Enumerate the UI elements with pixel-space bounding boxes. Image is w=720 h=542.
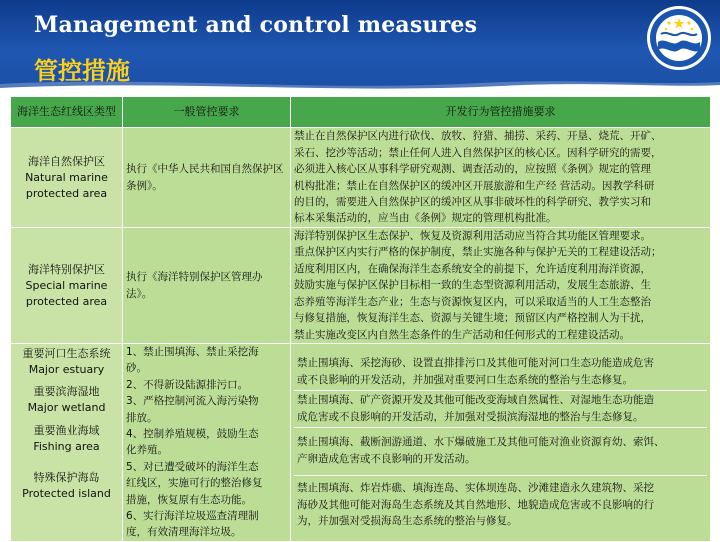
zone-type-fishing xyxy=(11,420,122,458)
development-measure-cell xyxy=(291,128,711,228)
measure-line: 禁止在自然保护区内进行砍伐、放牧、狩猎、捕捞、采药、开垦、烧荒、开矿、 xyxy=(294,130,662,143)
requirement-line: 5、对已遭受破坏的海洋生态 xyxy=(126,460,259,473)
requirement-line: 4、控制养殖规模，鼓励生态 xyxy=(126,428,259,441)
zone-type-zh: 特殊保护海岛 xyxy=(33,471,100,484)
requirement-line: 3、严格控制河流入海污染物 xyxy=(126,395,259,408)
requirement-line: 红线区，实施可行的整治修复 xyxy=(126,477,263,490)
requirement-line: 1、禁止围填海、禁止采挖海 xyxy=(126,346,259,358)
zone-type-cell xyxy=(11,228,123,344)
column-header-general-requirements: 一般管控要求 xyxy=(123,97,291,128)
zone-type-wetland xyxy=(11,380,122,420)
measure-wetland xyxy=(294,391,707,428)
measure-line: 必须进入核心区从事科学研究观测、调查活动的，应按照《条例》规定的管理 xyxy=(294,163,651,176)
measure-line: 成危害或不良影响的开发活动，并加强对受损滨海湿地的整治与生态修复。 xyxy=(297,410,644,423)
zone-type-en: Fishing area xyxy=(33,440,100,453)
zone-type-stack-cell xyxy=(11,344,123,542)
zone-type-en: Special marine xyxy=(25,278,108,292)
measure-estuary xyxy=(294,354,707,391)
requirement-line: 度，有效清理海洋垃圾。 xyxy=(126,526,242,539)
measure-line: 禁止围填海、炸岩炸礁、填海连岛、实体坝连岛、沙滩建造永久建筑物、采挖 xyxy=(297,482,654,495)
measure-line: 采石、挖沙等活动；禁止任何人进入自然保护区的核心区。因科学研究的需要， xyxy=(294,146,662,159)
zone-type-en: Protected island xyxy=(22,487,111,500)
measure-line: 禁止围填海、采挖海砂、设置直排排污口及其他可能对河口生态功能造成危害 xyxy=(297,357,654,370)
table-row-combined-zones xyxy=(11,344,711,542)
zone-type-en: Natural marine xyxy=(25,170,108,184)
table-header-row xyxy=(11,97,711,128)
measure-line: 产卵造成危害或不良影响的开发活动。 xyxy=(297,452,476,465)
page-title-english: Management and control measures xyxy=(34,12,478,38)
requirement-line: 6、实行海洋垃圾巡查清理制 xyxy=(126,510,259,523)
measure-line: 态养殖等海洋生态产业；生态与资源恢复区内，可以采取适当的人工生态整治 xyxy=(294,295,651,308)
zone-type-en: Major wetland xyxy=(27,401,106,414)
measure-line: 机构批准；禁止在自然保护区的缓冲区开展旅游和生产经 营活动。因教学科研 xyxy=(294,179,655,192)
zone-type-estuary xyxy=(11,344,122,380)
development-measure-cell xyxy=(291,228,711,344)
zone-type-zh: 海洋自然保护区 xyxy=(28,154,105,168)
zone-type-zh: 重要河口生态系统 xyxy=(22,347,111,360)
general-requirement-cell: 执行《中华人民共和国自然保护区条例》。 xyxy=(123,128,291,228)
zone-type-zh: 海洋特别保护区 xyxy=(28,262,105,276)
general-requirement-cell: 执行《海洋特别保护区管理办法》。 xyxy=(123,228,291,344)
measure-line: 为，并加强对受损海岛生态系统的整治与修复。 xyxy=(297,515,518,528)
measure-line: 重点保护区内实行严格的保护制度，禁止实施各种与保护无关的工程建设活动； xyxy=(294,246,662,259)
table-row-natural-protected-area xyxy=(11,128,711,228)
general-requirement-list-cell xyxy=(123,344,291,542)
ocean-agency-emblem-icon xyxy=(645,4,713,72)
column-header-development-measures: 开发行为管控措施要求 xyxy=(291,97,711,128)
zone-type-cell xyxy=(11,128,123,228)
measure-line: 的目的，需要进入自然保护区的缓冲区从事非破坏性的科学研究、教学实习和 xyxy=(294,195,651,208)
zone-type-zh: 重要渔业海域 xyxy=(33,424,100,437)
requirement-line: 排放。 xyxy=(126,411,158,424)
header-wave-decoration xyxy=(0,74,720,94)
requirement-line: 砂。 xyxy=(126,362,147,375)
measure-island xyxy=(294,476,707,530)
development-measure-stack-cell xyxy=(291,344,711,542)
page-title-chinese: 管控措施 xyxy=(34,57,130,85)
zone-type-en: protected area xyxy=(25,294,108,308)
zone-type-island xyxy=(11,458,122,514)
measure-line: 海砂及其他可能对海岛生态系统及其自然地形、地貌造成危害或不良影响的行 xyxy=(297,498,654,511)
requirement-line: 2、不得新设陆源排污口。 xyxy=(126,378,249,391)
measure-line: 与修复措施，恢复海洋生态、资源与关键生境；预留区内严格控制人为干扰， xyxy=(294,312,651,325)
measure-line: 或不良影响的开发活动，并加强对重要河口生态系统的整治与生态修复。 xyxy=(297,373,633,386)
requirement-line: 措施，恢复原有生态功能。 xyxy=(126,493,252,506)
measure-line: 标本采集活动的，应当由《条例》规定的管理机构批准。 xyxy=(294,212,557,225)
measure-line: 鼓励实施与保护区保护目标相一致的生态型资源利用活动，发展生态旅游、生 xyxy=(294,279,651,292)
measure-line: 禁止实施改变区内自然生态条件的生产活动和任何形式的工程建设活动。 xyxy=(294,328,630,341)
measure-line: 适度利用区内，在确保海洋生态系统安全的前提下，允许适度利用海洋资源， xyxy=(294,262,651,275)
zone-type-zh: 重要滨海湿地 xyxy=(33,385,100,398)
management-measures-table xyxy=(10,96,711,542)
measure-line: 海洋特别保护区生态保护、恢复及资源利用活动应当符合其功能区管理要求。 xyxy=(294,230,651,243)
requirement-line: 化养殖。 xyxy=(126,444,168,457)
measure-line: 禁止围填海、矿产资源开发及其他可能改变海域自然属性、对湿地生态功能造 xyxy=(297,394,654,407)
measure-fishing xyxy=(294,428,707,476)
zone-type-en: protected area xyxy=(25,186,108,200)
header-banner xyxy=(0,0,720,92)
table-row-special-protected-area xyxy=(11,228,711,344)
column-header-zone-type: 海洋生态红线区类型 xyxy=(11,97,123,128)
measure-line: 禁止围填海、截断洄游通道、水下爆破施工及其他可能对渔业资源育幼、索饵、 xyxy=(297,436,665,449)
zone-type-en: Major estuary xyxy=(28,363,105,376)
